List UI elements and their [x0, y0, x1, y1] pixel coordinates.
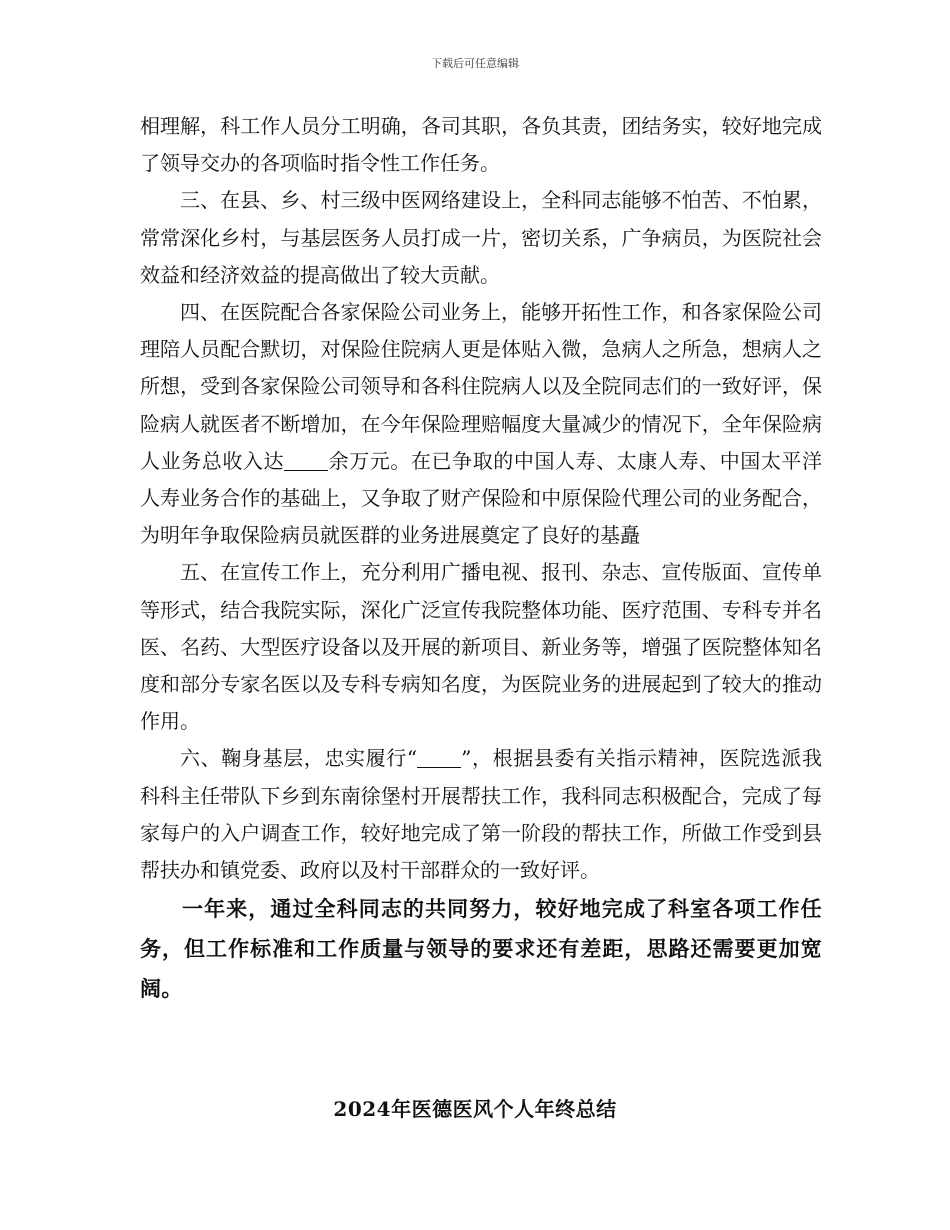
paragraph-four-part-1: 四、在医院配合各家保险公司业务上，能够开拓性工作，和各家保险公司理陪人员配合默切，对保险住院病人更是体贴入微，急病人之所急，想病人之所想，受到各家保险公司领导和各科住院病人以及全院同志们的一致好评，保险病人就医者不断增加，在今年保险理赔幅度大量减少的情况下，全年保险病人业务总收入达	[140, 300, 822, 473]
paragraph-five: 五、在宣传工作上，充分利用广播电视、报刊、杂志、宣传版面、宣传单等形式，结合我院实际，深化广泛宣传我院整体功能、医疗范围、专科专并名医、名药、大型医疗设备以及开展的新项目、新业务等，增强了医院整体知名度和部分专家名医以及专科专病知名度，为医院业务的进展起到了较大的推动作用。	[140, 560, 822, 734]
paragraph-four	[140, 294, 822, 554]
paragraph-continuation: 相理解，科工作人员分工明确，各司其职，各负其责，团结务实，较好地完成了领导交办的各项临时指令性工作任务。	[140, 114, 822, 176]
document-body	[140, 108, 822, 1009]
fill-in-blank	[417, 747, 461, 768]
paragraph-six-part-1: 六、鞠身基层，忠实履行“	[180, 746, 418, 771]
paragraph-six	[140, 740, 822, 889]
paragraph-six-part-2: ”，根据县委有关指示精神，医院选派我科科主任带队下乡到东南徐堡村开展帮扶工作，我科同志积极配合，完成了每家每户的入户调查工作，较好地完成了第一阶段的帮扶工作，所做工作受到县帮扶办和镇党委、政府以及村干部群众的一致好评。	[140, 746, 822, 883]
fill-in-blank	[284, 450, 328, 471]
page-header: 下载后可任意编辑	[431, 57, 519, 70]
section-title: 2024年医德医风个人年终总结	[333, 1097, 617, 1121]
conclusion-paragraph: 一年来，通过全科同志的共同努力，较好地完成了科室各项工作任务，但工作标准和工作质量与领导的要求还有差距，思路还需要更加宽阔。	[140, 896, 822, 1002]
paragraph-four-part-2: 余万元。在已争取的中国人寿、太康人寿、中国太平洋人寿业务合作的基础上，又争取了财产保险和中原保险代理公司的业务配合，为明年争取保险病员就医群的业务进展奠定了良好的基矗	[140, 448, 823, 548]
paragraph-three: 三、在县、乡、村三级中医网络建设上，全科同志能够不怕苦、不怕累，常常深化乡村，与基层医务人员打成一片，密切关系，广争病员，为医院社会效益和经济效益的提高做出了较大贡献。	[140, 188, 822, 287]
